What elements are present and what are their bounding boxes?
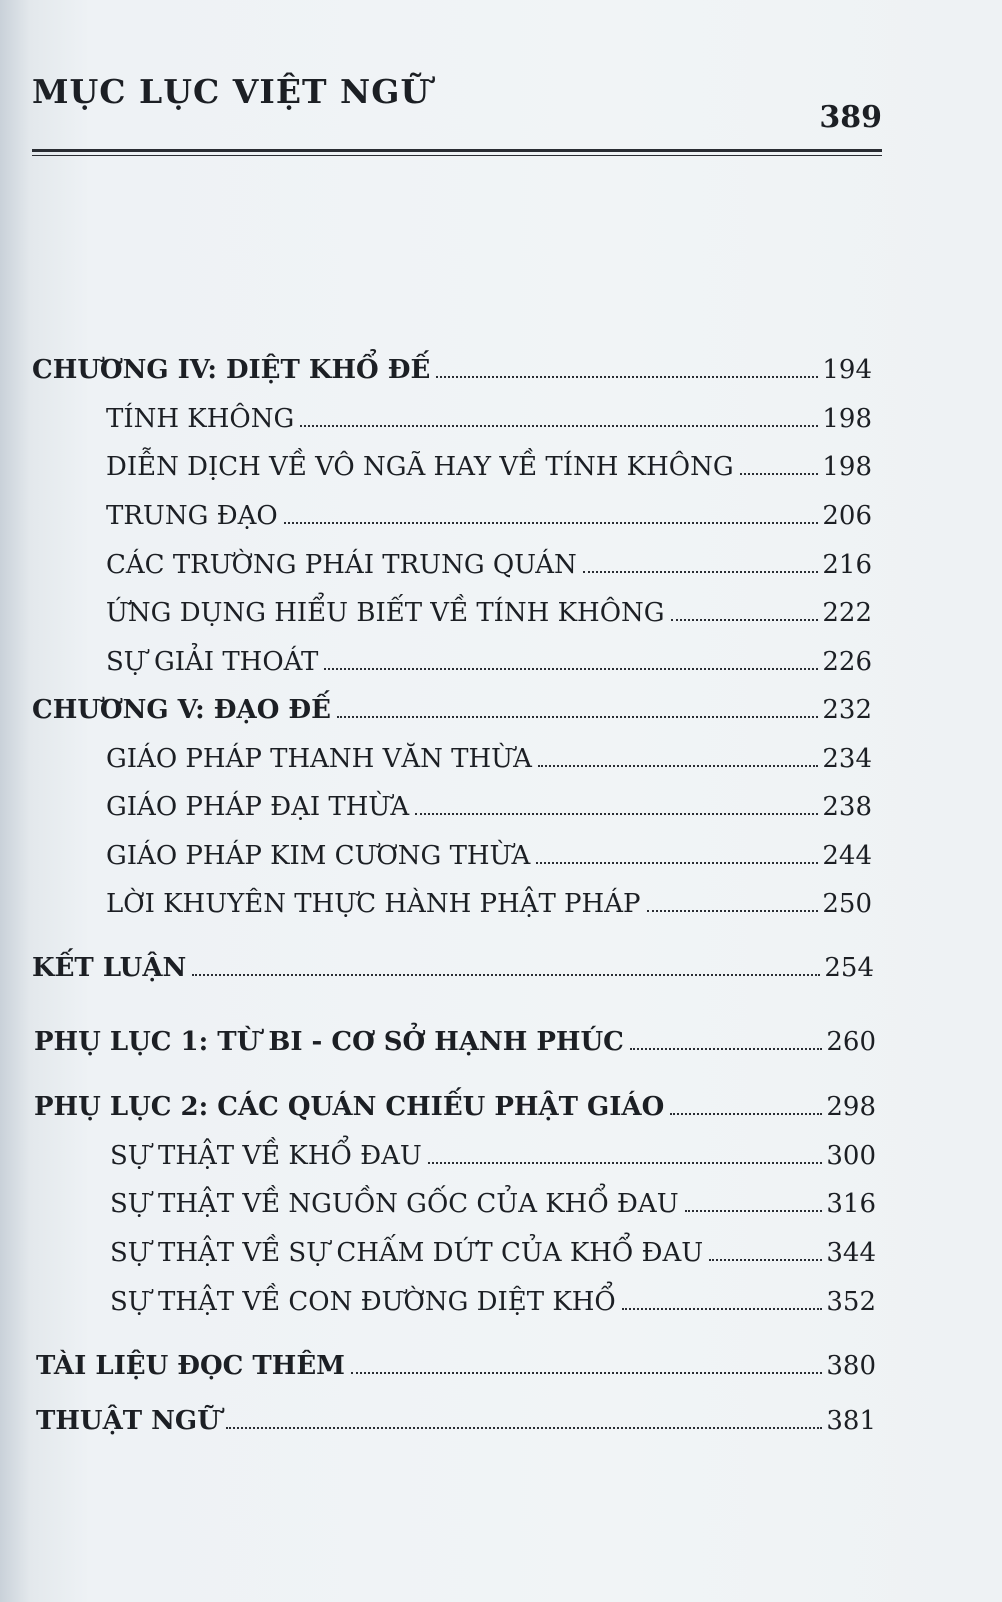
toc-entry-section (110, 1278, 876, 1317)
dot-leader (671, 589, 819, 621)
dot-leader (192, 944, 820, 976)
toc-entry-section (106, 880, 872, 919)
toc-entry-page: 352 (826, 1286, 876, 1317)
toc-entry-page: 222 (822, 597, 872, 628)
toc-entry-section (106, 443, 872, 482)
toc-entry-label: TÀI LIỆU ĐỌC THÊM (36, 1350, 345, 1381)
toc-entry-chapter-5 (32, 686, 872, 725)
toc-entry-page: 250 (822, 888, 872, 919)
toc-entry-appendix-2 (34, 1083, 876, 1122)
toc-entry-page: 194 (822, 354, 872, 385)
toc-entry-further-reading (36, 1342, 876, 1381)
toc-entry-label: GIÁO PHÁP ĐẠI THỪA (106, 791, 410, 822)
toc-entry-page: 260 (826, 1026, 876, 1057)
toc-entry-section (106, 735, 872, 774)
dot-leader (436, 346, 818, 378)
toc-entry-page: 344 (826, 1237, 876, 1268)
toc-entry-page: 381 (826, 1405, 876, 1436)
toc-entry-section (110, 1132, 876, 1171)
toc-entry-section (106, 492, 872, 531)
toc-entry-section (110, 1180, 876, 1219)
toc-entry-label: CHƯƠNG IV: DIỆT KHỔ ĐẾ (32, 354, 431, 385)
toc-entry-label: ỨNG DỤNG HIỂU BIẾT VỀ TÍNH KHÔNG (106, 597, 665, 628)
toc-entry-label: KẾT LUẬN (32, 952, 187, 983)
page-title: MỤC LỤC VIỆT NGỮ (32, 72, 431, 111)
page-number: 389 (819, 100, 882, 135)
dot-leader (740, 443, 819, 475)
dot-leader (226, 1397, 823, 1429)
toc-entry-label: PHỤ LỤC 2: CÁC QUÁN CHIẾU PHẬT GIÁO (34, 1091, 665, 1122)
toc-entry-section (106, 395, 872, 434)
toc-entry-label: PHỤ LỤC 1: TỪ BI - CƠ SỞ HẠNH PHÚC (34, 1026, 624, 1057)
toc-entry-appendix-1 (34, 1018, 876, 1057)
toc-entry-page: 298 (826, 1091, 876, 1122)
toc-entry-page: 254 (824, 952, 874, 983)
dot-leader (647, 880, 819, 912)
toc-entry-page: 198 (822, 403, 872, 434)
toc-entry-page: 244 (822, 840, 872, 871)
dot-leader (630, 1018, 822, 1050)
toc-entry-label: SỰ THẬT VỀ SỰ CHẤM DỨT CỦA KHỔ ĐAU (110, 1237, 704, 1268)
toc-entry-section (106, 541, 872, 580)
toc-entry-label: TRUNG ĐẠO (106, 500, 278, 531)
toc-entry-conclusion (32, 944, 874, 983)
dot-leader (583, 541, 819, 573)
toc-entry-chapter-4 (32, 346, 872, 385)
dot-leader (428, 1132, 823, 1164)
toc-entry-section (106, 638, 872, 677)
toc-entry-page: 300 (826, 1140, 876, 1171)
toc-entry-page: 198 (822, 451, 872, 482)
header-rule-thin (32, 155, 882, 156)
toc-entry-label: CÁC TRƯỜNG PHÁI TRUNG QUÁN (106, 549, 577, 580)
toc-entry-section (110, 1229, 876, 1268)
dot-leader (622, 1278, 823, 1310)
toc-entry-label: DIỄN DỊCH VỀ VÔ NGÃ HAY VỀ TÍNH KHÔNG (106, 451, 734, 482)
dot-leader (284, 492, 819, 524)
dot-leader (300, 395, 818, 427)
dot-leader (415, 783, 818, 815)
toc-entry-label: SỰ GIẢI THOÁT (106, 646, 319, 677)
dot-leader (351, 1342, 822, 1374)
toc-entry-label: LỜI KHUYÊN THỰC HÀNH PHẬT PHÁP (106, 888, 641, 919)
toc-entry-label: SỰ THẬT VỀ CON ĐƯỜNG DIỆT KHỔ (110, 1286, 616, 1317)
toc-entry-section (106, 783, 872, 822)
toc-entry-page: 316 (826, 1188, 876, 1219)
dot-leader (538, 735, 819, 767)
dot-leader (536, 832, 818, 864)
toc-entry-label: SỰ THẬT VỀ KHỔ ĐAU (110, 1140, 422, 1171)
toc-entry-label: GIÁO PHÁP KIM CƯƠNG THỪA (106, 840, 531, 871)
dot-leader (685, 1180, 823, 1212)
header-rule-thick (32, 149, 882, 152)
dot-leader (670, 1083, 822, 1115)
dot-leader (709, 1229, 822, 1261)
dot-leader (324, 638, 818, 670)
toc-entry-label: GIÁO PHÁP THANH VĂN THỪA (106, 743, 532, 774)
toc-entry-page: 206 (822, 500, 872, 531)
toc-entry-label: SỰ THẬT VỀ NGUỒN GỐC CỦA KHỔ ĐAU (110, 1188, 679, 1219)
dot-leader (337, 686, 818, 718)
toc-entry-glossary (36, 1397, 876, 1436)
toc-entry-section (106, 589, 872, 628)
toc-entry-page: 238 (822, 791, 872, 822)
toc-entry-section (106, 832, 872, 871)
toc-entry-page: 232 (822, 694, 872, 725)
toc-entry-page: 380 (826, 1350, 876, 1381)
toc-entry-label: THUẬT NGỮ (36, 1405, 220, 1436)
toc-entry-label: TÍNH KHÔNG (106, 403, 295, 434)
toc-entry-page: 216 (822, 549, 872, 580)
toc-entry-label: CHƯƠNG V: ĐẠO ĐẾ (32, 694, 331, 725)
toc-entry-page: 226 (822, 646, 872, 677)
toc-entry-page: 234 (822, 743, 872, 774)
